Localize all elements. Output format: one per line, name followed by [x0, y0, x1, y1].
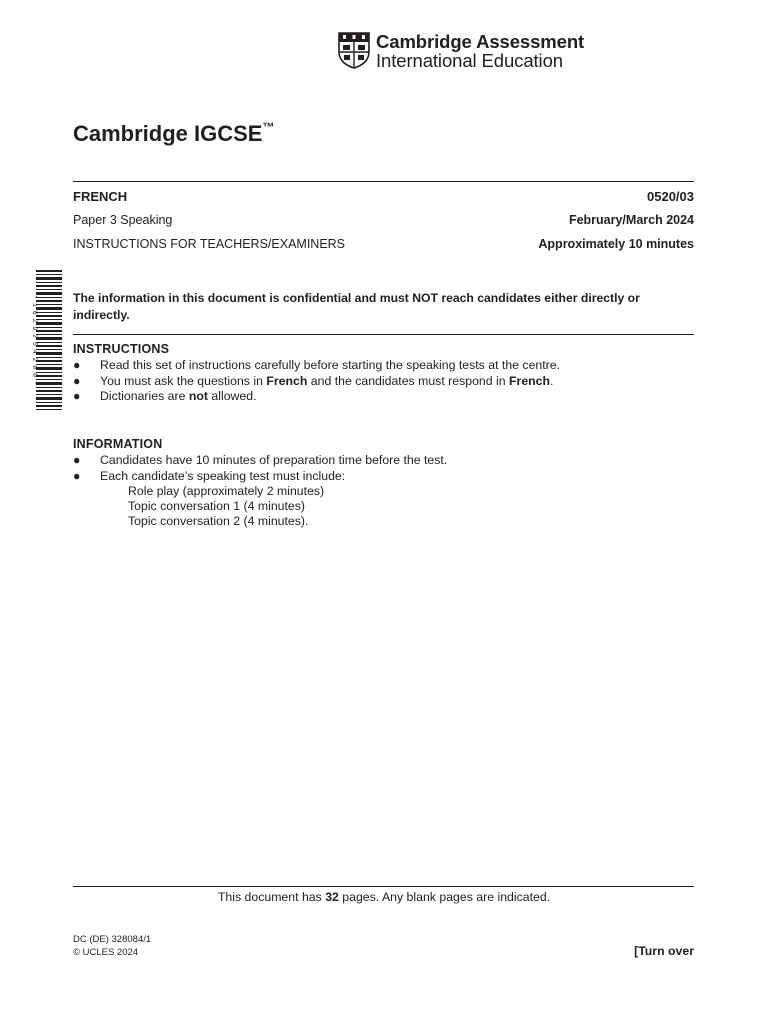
instruction-text: Dictionaries are not allowed. [100, 389, 257, 404]
cambridge-logo [338, 31, 585, 71]
document-code [73, 933, 151, 959]
qualification-name: Cambridge IGCSE [73, 121, 263, 146]
doc-code-text: DC (DE) 328084/1 [73, 934, 152, 945]
instruction-text: Read this set of instructions carefully before starting the speaking tests at the centre. [100, 358, 561, 372]
audience-label: INSTRUCTIONS FOR TEACHERS/EXAMINERS [73, 237, 346, 251]
bullet-icon: ● [73, 389, 81, 404]
copyright-text: © UCLES 2024 [73, 947, 139, 958]
bullet-icon: ● [73, 468, 81, 483]
cambridge-crest-icon [338, 32, 370, 69]
test-components-list [73, 484, 693, 528]
barcode-number: * 1 6 2 9 2 5 4 2 0 0 * [31, 295, 38, 385]
header-divider-top [73, 181, 694, 182]
list-item [73, 469, 693, 485]
information-text: Each candidate’s speaking test must include: [100, 468, 346, 483]
footer-divider [73, 886, 694, 887]
instructions-list [73, 358, 693, 405]
information-text: Candidates have 10 minutes of preparation time before the test. [100, 453, 448, 467]
instructions-heading: INSTRUCTIONS [73, 342, 170, 356]
test-component: Role play (approximately 2 minutes) [128, 484, 325, 499]
information-heading: INFORMATION [73, 437, 163, 451]
bullet-icon: ● [73, 358, 81, 372]
list-item [73, 389, 693, 405]
barcode [28, 270, 64, 410]
duration-label: Approximately 10 minutes [538, 237, 694, 251]
list-item [73, 453, 693, 469]
bullet-icon: ● [73, 373, 81, 388]
logo-title-line2: International Education [376, 50, 563, 71]
qualification-title [73, 121, 274, 147]
list-item [73, 374, 693, 390]
syllabus-code: 0520/03 [647, 189, 694, 204]
trademark-symbol: ™ [262, 119, 275, 134]
bullet-icon: ● [73, 453, 81, 467]
test-component: Topic conversation 2 (4 minutes). [128, 513, 309, 528]
instruction-text: You must ask the questions in French and the candidates must respond in French. [100, 373, 554, 388]
subject-name: FRENCH [73, 189, 128, 204]
confidential-notice: The information in this document is confidential and must NOT reach candidates either directly or indirectly. [73, 291, 640, 322]
exam-session: February/March 2024 [568, 213, 694, 227]
information-list [73, 453, 693, 529]
paper-name: Paper 3 Speaking [73, 213, 173, 227]
logo-title-line1: Cambridge Assessment [376, 31, 585, 52]
page-count-note: This document has 32 pages. Any blank pages are indicated. [217, 890, 551, 904]
list-item [73, 358, 693, 374]
test-component: Topic conversation 1 (4 minutes) [128, 498, 306, 513]
notice-divider [73, 334, 694, 335]
turn-over-label: [Turn over [634, 944, 694, 958]
